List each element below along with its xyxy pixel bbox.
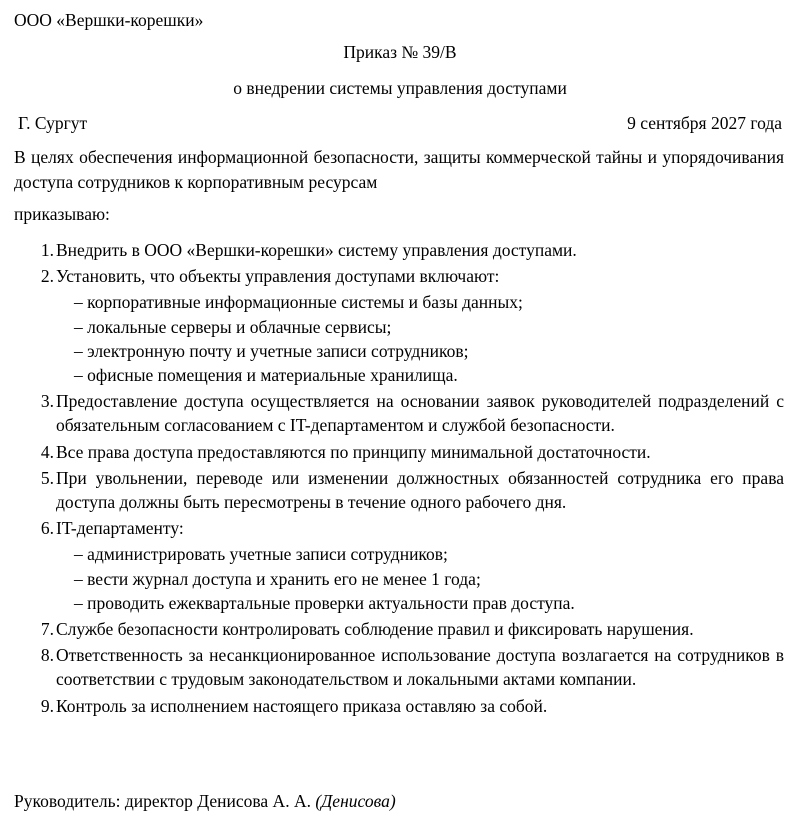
item-number: 2. [40, 266, 54, 287]
preamble: В целях обеспечения информационной безопасности, защиты коммерческой тайны и упорядочивания доступа сотрудников к корпоративным ресурсам [14, 147, 784, 192]
order-item [14, 238, 784, 262]
order-item [14, 264, 784, 288]
item-text: Установить, что объекты управления доступами включают: [56, 266, 500, 287]
sub-item: – проводить ежеквартальные проверки актуальности прав доступа. [74, 592, 575, 613]
sub-item: – офисные помещения и материальные хранилища. [74, 365, 458, 386]
company-name: ООО «Вершки-корешки» [14, 10, 204, 30]
order-item [14, 617, 784, 641]
sub-item: – администрировать учетные записи сотрудников; [74, 544, 448, 565]
item-text: IT-департаменту: [56, 518, 184, 539]
item-number: 9. [40, 695, 54, 716]
place-date-row [18, 112, 782, 134]
signature-line [14, 790, 396, 812]
item-number: 8. [40, 645, 54, 666]
order-item [14, 516, 784, 540]
item-number: 3. [40, 391, 54, 412]
item-number: 7. [40, 619, 54, 640]
item-text: Все права доступа предоставляются по принципу минимальной достаточности. [56, 441, 651, 462]
item-text: Предоставление доступа осуществляется на основании заявок руководителей подразделений с обязательным согласованием с IT-департаментом и службой безопасности. [56, 391, 784, 436]
sub-item: – локальные серверы и облачные сервисы; [74, 316, 392, 337]
order-title: Приказ № 39/В [343, 42, 457, 62]
item-number: 1. [40, 240, 54, 260]
order-item [14, 466, 784, 514]
item-text: Ответственность за несанкционированное использование доступа возлагается на сотрудников в соответствии с трудовым законодательством и локальными актами компании. [56, 645, 784, 690]
sub-item: – корпоративные информационные системы и базы данных; [74, 292, 523, 313]
signature-handwritten: (Денисова) [315, 791, 396, 811]
order-subtitle: о внедрении системы управления доступами [233, 78, 567, 98]
order-item [14, 389, 784, 437]
signature-label: Руководитель: директор Денисова А. А. [14, 791, 311, 811]
order-date: 9 сентября 2027 года [627, 113, 782, 133]
item-text: Службе безопасности контролировать соблюдение правил и фиксировать нарушения. [56, 619, 694, 640]
item-text: Контроль за исполнением настоящего приказа оставляю за собой. [56, 695, 548, 716]
order-item [14, 440, 784, 464]
city: Г. Сургут [18, 113, 88, 133]
order-item [14, 643, 784, 691]
sub-item: – вести журнал доступа и хранить его не менее 1 года; [74, 568, 481, 589]
item-number: 5. [40, 467, 54, 488]
order-items [14, 238, 784, 720]
item-text: При увольнении, переводе или изменении должностных обязанностей сотрудника его права доступа должны быть пересмотрены в течение одного рабочего дня. [56, 467, 784, 513]
item-number: 6. [40, 518, 54, 539]
order-word: приказываю: [14, 204, 110, 224]
item-text: Внедрить в ООО «Вершки-корешки» систему управления доступами. [56, 240, 577, 260]
order-item [14, 694, 784, 718]
sub-item: – электронную почту и учетные записи сотрудников; [74, 340, 469, 361]
item-number: 4. [40, 441, 54, 462]
